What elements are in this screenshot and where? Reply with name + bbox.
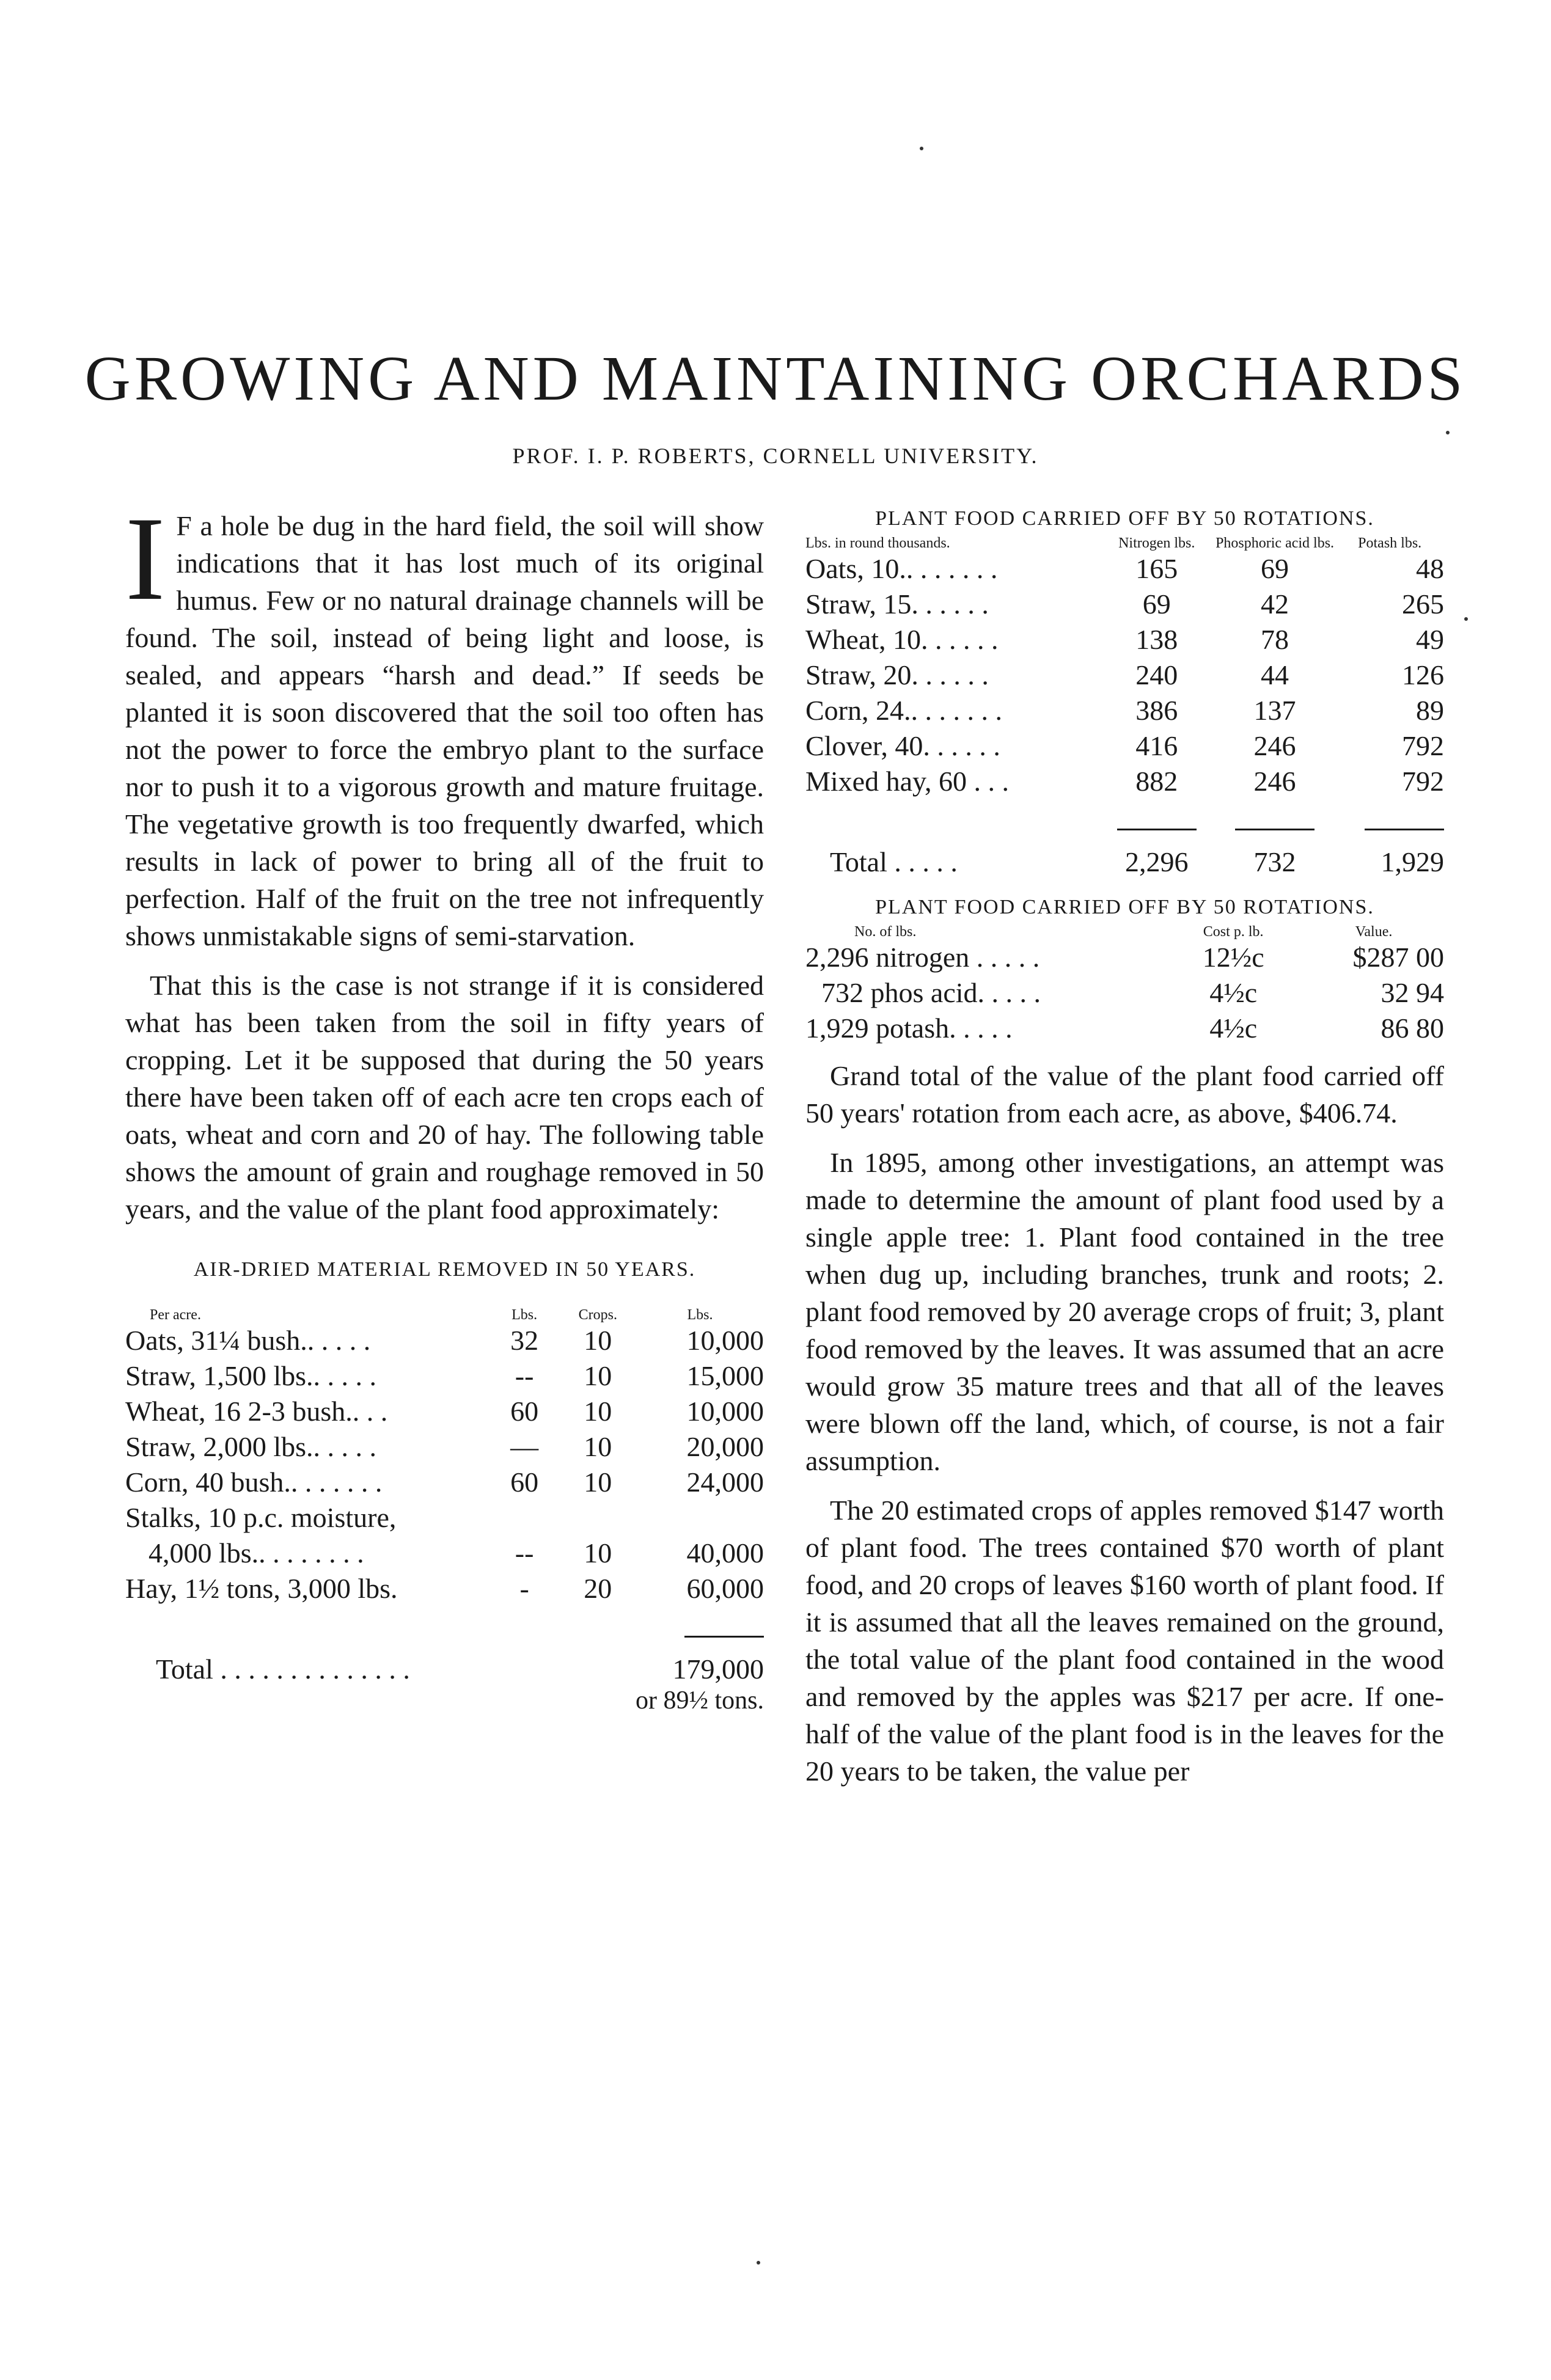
article-title: GROWING AND MAINTAINING ORCHARDS (84, 343, 1467, 414)
table-row: Wheat, 16 2-3 bush.. . . 60 10 10,000 (125, 1396, 764, 1427)
header-total-lbs: Lbs. (687, 1307, 713, 1323)
paragraph-apple-tree: In 1895, among other investigations, an attempt was made to determine the amount of plant food used by a single apple tree: 1. Plant food contained in the tree when dug up, including branches, trunk and roots; 2. plant food removed by 20 average crops of fruit; 3, plant food removed by the leaves. It was assumed that an acre would grow 35 mature trees and that all of the leaves were blown off the land, which, of course, is not a fair assumption. (805, 1147, 1444, 1476)
plant-food-header-row (805, 535, 1444, 551)
table-row: Stalks, 10 p.c. moisture, (125, 1502, 397, 1533)
paragraph-apple-crops: The 20 estimated crops of apples removed $147 worth of plant food. The trees contained $70 worth of plant food, and 20 crops of leaves $160 worth of plant food. If it is assumed that all the leaves remained on the ground, the total value of the plant food contained in the wood and removed by the apples was $217 per acre. If one-half of the value of the plant food is in the leaves for the 20 years to be taken, the value per (805, 1495, 1444, 1787)
total-rule (1235, 829, 1314, 830)
table-row: Straw, 15. . . . . . 69 42 265 (805, 588, 1444, 620)
value-table (805, 924, 1444, 1046)
plant-food-table (805, 535, 1444, 880)
speck-mark (1446, 431, 1450, 434)
table-row: Straw, 1,500 lbs.. . . . . -- 10 15,000 (125, 1360, 764, 1391)
value-table-title: PLANT FOOD CARRIED OFF BY 50 ROTATIONS. (875, 896, 1374, 918)
air-dried-table (125, 1307, 764, 1714)
article-byline: PROF. I. P. ROBERTS, CORNELL UNIVERSITY. (512, 444, 1039, 468)
speck-mark (1464, 617, 1468, 621)
speck-mark (757, 2261, 760, 2265)
table-row: Straw, 2,000 lbs.. . . . . — 10 20,000 (125, 1431, 764, 1462)
table-row: 732 phos acid. . . . . 4½c 32 94 (821, 977, 1444, 1008)
table-row: 4,000 lbs.. . . . . . . . -- 10 40,000 (148, 1537, 764, 1569)
value-header-row (805, 924, 1444, 940)
table-rule-row (805, 799, 1444, 844)
air-dried-table-block (125, 1258, 764, 1714)
header-value: Value. (1355, 924, 1393, 940)
total-rule (1365, 829, 1444, 830)
air-dried-header-row (125, 1307, 764, 1323)
value-table-block (805, 896, 1444, 1046)
drop-cap: I (125, 492, 166, 625)
table-row: Straw, 20. . . . . . 240 44 126 (805, 659, 1444, 690)
table-row: Wheat, 10. . . . . . 138 78 49 (805, 624, 1444, 655)
header-phosphoric: Phosphoric acid lbs. (1216, 535, 1335, 551)
paragraph-intro (125, 492, 764, 954)
table-row: Corn, 24.. . . . . . . 386 137 89 (805, 695, 1444, 726)
total-rule (1117, 829, 1197, 830)
header-per-acre: Per acre. (150, 1307, 201, 1323)
table-total-row: Total . . . . . . . . . . . . . . 179,000 (156, 1653, 764, 1685)
header-nitrogen: Nitrogen lbs. (1118, 535, 1195, 551)
table-rule-row (125, 1606, 764, 1652)
header-cost-per-lb: Cost p. lb. (1203, 924, 1264, 940)
header-crops: Crops. (578, 1307, 617, 1323)
plant-food-table-title: PLANT FOOD CARRIED OFF BY 50 ROTATIONS. (875, 507, 1374, 530)
paragraph-intro-text: F a hole be dug in the hard field, the soil will show indications that it has lost much of its original humus. Few or no natural drainage channels will be found. The soil, instead of being light and loose, is sealed, and appears “harsh and dead.” If seeds be planted it is soon discovered that the soil too often has not the power to force the embryo plant to the surface nor to push it to a vigorous growth and mature fruitage. The vegetative growth is too frequently dwarfed, which results in lack of power to bring all of the fruit to perfection. Half of the fruit on the tree not infrequently shows unmistakable signs of semi-starvation. (125, 510, 764, 951)
table-row: 2,296 nitrogen . . . . . 12½c $287 00 (805, 942, 1444, 973)
paragraph-grand-total: Grand total of the value of the plant food carried off 50 years' rotation from each acre, as above, $406.74. (805, 1060, 1444, 1129)
air-dried-table-title: AIR-DRIED MATERIAL REMOVED IN 50 YEARS. (193, 1258, 696, 1281)
right-column (805, 507, 1444, 1790)
table-row: Hay, 1½ tons, 3,000 lbs. - 20 60,000 (125, 1573, 764, 1604)
header-potash: Potash lbs. (1358, 535, 1422, 551)
table-total-note-row: or 89½ tons. (636, 1686, 764, 1715)
table-row: Oats, 31¼ bush.. . . . . 32 10 10,000 (125, 1325, 764, 1356)
plant-food-table-block (805, 507, 1444, 880)
table-row: Clover, 40. . . . . . 416 246 792 (805, 730, 1444, 761)
paragraph-cropping: That this is the case is not strange if it is considered what has been taken from the soil in fifty years of cropping. Let it be supposed that during the 50 years there have been taken off of each acre ten crops each of oats, wheat and corn and 20 of hay. The following table shows the amount of grain and roughage removed in 50 years, and the value of the plant food approximately: (125, 970, 764, 1225)
table-row: Oats, 10.. . . . . . . 165 69 48 (805, 553, 1444, 584)
table-row: 1,929 potash. . . . . 4½c 86 80 (805, 1012, 1444, 1044)
header-lbs: Lbs. (512, 1307, 538, 1323)
speck-mark (920, 147, 923, 150)
table-row: Mixed hay, 60 . . . 882 246 792 (805, 766, 1444, 797)
total-rule (684, 1636, 764, 1638)
header-lbs-thousands: Lbs. in round thousands. (805, 535, 950, 551)
table-total-row: Total . . . . . 2,296 732 1,929 (830, 846, 1444, 877)
table-row: Corn, 40 bush.. . . . . . . 60 10 24,000 (125, 1466, 764, 1498)
left-column (125, 492, 764, 1715)
header-number-of-lbs: No. of lbs. (854, 924, 917, 940)
